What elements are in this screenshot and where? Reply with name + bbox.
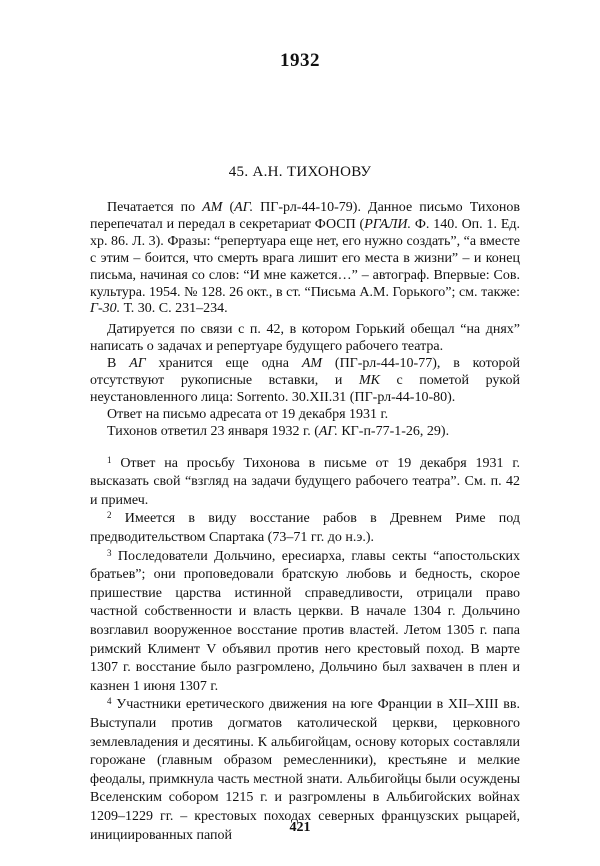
- commentary-paragraph-copies: В АГ хранится еще одна АМ (ПГ-рл-44-10-77), в которой отсутствуют рукописные вставки, и МК с пометой рукой неустановленного лица: Sorrento. 30.XII.31 (ПГ-рл-44-10-80).: [90, 356, 521, 405]
- commentary-paragraph-answer: Тихонов ответил 23 января 1932 г. (АГ. КГ-п-77-1-26, 29).: [107, 423, 450, 439]
- commentary-paragraph-dating: Датируется по связи с п. 42, в котором Горький обещал “на днях” написать о задачах и репертуаре будущего рабочего театра.: [90, 322, 520, 355]
- footnote-number: 1: [107, 454, 112, 465]
- footnote: $^4$ Участники еретического движения на юге Франции в XII–XIII вв. Выступали против догматов католической церкви, церковного землевладения и десятины. К альбигойцам, основу которых составляли горожане (главным образом ремесленники), крестьяне и мелкие феодалы, примкнула часть местной знати. Альбигойцы были осуждены Вселенским собором 1215 г. и разгромлены в Альбигойских войнах 1209–1229 гг. – крестовых походах северных французских рыцарей, инициированных папой: [90, 696, 521, 843]
- commentary-paragraph-reply-to: Ответ на письмо адресата от 19 декабря 1931 г.: [107, 406, 389, 422]
- footnote: $^2$ Имеется в виду восстание рабов в Древнем Риме под предводительством Спартака (73–71 гг. до н.э.).: [90, 510, 521, 546]
- commentary-body: [90, 200, 520, 845]
- footnote: $^1$ Ответ на просьбу Тихонова в письме от 19 декабря 1931 г. высказать свой “взгляд на задачи будущего рабочего театра”. См. п. 42 и примеч.: [90, 454, 521, 508]
- page-number: 421: [289, 820, 311, 835]
- footnote-number: 3: [107, 547, 112, 558]
- commentary-paragraph-source: Печатается по АМ (АГ. ПГ-рл-44-10-79). Данное письмо Тихонов перепечатал и передал в секретариат ФОСП (РГАЛИ. Ф. 140. Оп. 1. Ед. хр. 86. Л. 3). Фразы: “репертуара еще нет, его нужно создать”, “а вместе с этим – боится, что смерть врага лишит его места в жизни” – и конец письма, начиная со слов: “И мне кажется…” – автограф. Впервые: Сов. культура. 1954. № 128. 26 окт., в ст. “Письма А.М. Горького”; см. также: Г-30. Т. 30. С. 231–234.: [90, 200, 520, 317]
- year-heading: 1932: [280, 50, 320, 71]
- letter-heading: 45. А.Н. ТИХОНОВУ: [228, 164, 372, 180]
- footnote: $^3$ Последователи Дольчино, ересиарха, главы секты “апостольских братьев”; они проповедовали братскую любовь и бедность, скорое пришествие царства истинной справедливости, отрицали право частной собственности и власть церкви. В начале 1304 г. Дольчино возглавил вооруженное восстание против властей. Летом 1305 г. папа римский Климент V объявил против него крестовый поход. В марте 1307 г. восстание было разгромлено, Дольчино был захвачен в плен и казнен 1 июня 1307 г.: [90, 547, 521, 694]
- footnote-number: 2: [107, 510, 112, 521]
- footnote-number: 4: [107, 696, 112, 707]
